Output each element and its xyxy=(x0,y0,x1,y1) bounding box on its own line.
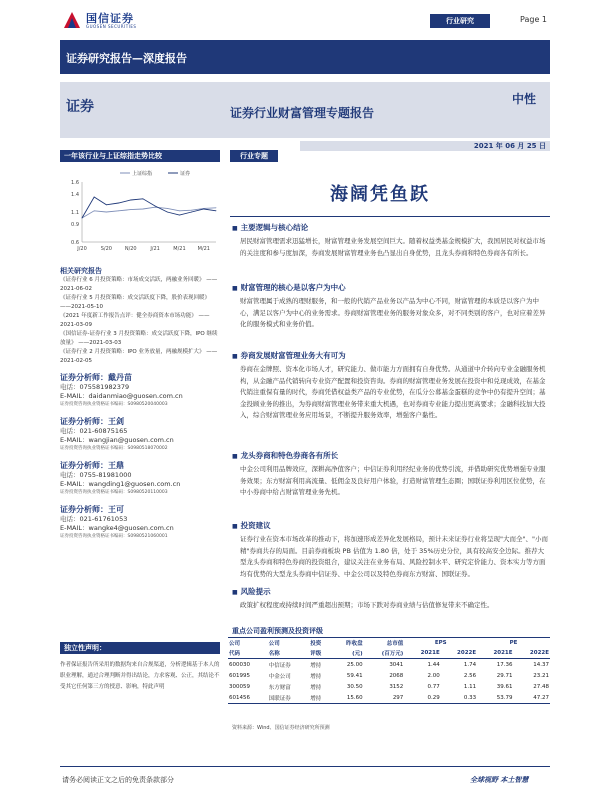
key-point xyxy=(232,450,550,499)
cell: 53.79 xyxy=(477,692,513,704)
table-header-row xyxy=(228,648,550,659)
cell: 0.29 xyxy=(404,692,440,704)
series-line xyxy=(82,197,216,218)
analyst-block xyxy=(60,460,220,496)
col-header: 公司 xyxy=(228,638,268,649)
rating-label: 中性 xyxy=(512,92,537,106)
cell: 300059 xyxy=(229,683,250,690)
forecast-table xyxy=(228,637,550,704)
divider xyxy=(230,216,550,217)
key-point xyxy=(232,282,550,331)
col-header: 名称 xyxy=(268,648,309,659)
col-header: 2021E xyxy=(477,648,513,659)
point-heading: ■ 龙头券商和特色券商各有所长 xyxy=(232,450,550,461)
trend-chart xyxy=(60,164,220,256)
col-header: EPS xyxy=(404,638,477,649)
x-tick-label: N/20 xyxy=(124,246,137,252)
analyst-block xyxy=(60,372,220,408)
cell: 0.77 xyxy=(427,683,440,690)
related-title: 相关研究报告 xyxy=(60,267,102,275)
analyst-cert: 证券投资咨询执业资格证书编码：S0980520110003 xyxy=(60,490,168,495)
cell: 1.44 xyxy=(427,661,440,668)
independence-text: 作者保证报告所采用的数据均来自合规渠道，分析逻辑基于本人的职业理解，通过合理判断并得出结论，力求客观、公正，其结论不受其它任何第三方的授意、影响，特此声明 xyxy=(60,662,220,690)
data-point xyxy=(94,197,95,198)
key-point xyxy=(232,222,550,259)
data-point xyxy=(94,210,95,211)
data-point xyxy=(130,200,131,201)
point-heading: ■ 券商发展财富管理业务大有可为 xyxy=(232,350,550,361)
col-header: 2022E xyxy=(514,648,550,659)
data-point xyxy=(106,212,107,213)
y-tick-label: 0.6 xyxy=(71,240,79,246)
cell: 1.74 xyxy=(463,661,477,668)
key-point xyxy=(232,586,550,612)
cell: 增持 xyxy=(310,684,322,691)
data-point xyxy=(203,209,204,210)
analyst-tel: 电话：021-61761053 xyxy=(60,515,128,523)
x-tick-label: J/20 xyxy=(77,246,87,252)
related-item: 《国信证券-证券行业 3 月投资策略：成交活跃度下降，IPO 继续放量》 ——2021-03-03 xyxy=(60,331,218,346)
analyst-name: 证券分析师：戴丹苗 xyxy=(60,373,132,382)
data-point xyxy=(82,218,83,219)
logo-mark-icon xyxy=(62,10,82,30)
cell: 3041 xyxy=(389,661,404,668)
cell: 3152 xyxy=(389,683,404,690)
related-reports xyxy=(60,266,220,366)
col-header: 昨收盘 xyxy=(332,638,364,649)
headline: 海阔凭鱼跃 xyxy=(330,184,430,205)
report-title: 证券行业财富管理专题报告 xyxy=(230,106,375,120)
cell: 27.48 xyxy=(533,683,549,690)
data-point xyxy=(155,206,156,207)
point-heading: ■ 财富管理的核心是以客户为中心 xyxy=(232,282,550,293)
analyst-tel: 电话：0755-81981000 xyxy=(60,471,132,479)
data-point xyxy=(191,210,192,211)
col-header: 2022E xyxy=(441,648,477,659)
logo-en-text: GUOSEN SECURITIES xyxy=(86,24,137,29)
cell: 601456 xyxy=(228,692,268,704)
cell: 东方财富 xyxy=(268,684,291,691)
cell: 25.00 xyxy=(346,661,363,668)
related-item: 《证券行业 2 月投资策略：IPO 业务放量，两融规模扩大》 ——2021-02-05 xyxy=(60,349,218,364)
analyst-tel: 电话：075581982379 xyxy=(60,383,130,391)
data-point xyxy=(118,210,119,211)
col-header: 2021E xyxy=(404,648,440,659)
col-header: (元) xyxy=(332,648,364,659)
x-tick-label: M/21 xyxy=(197,246,211,252)
key-point xyxy=(232,350,550,422)
cell: 中信证券 xyxy=(268,662,291,669)
data-point xyxy=(191,212,192,213)
point-body: 政策扩权程度或持续时间严重超出预期；市场下跌对券商业绩与估值修复带来不确定性。 xyxy=(240,601,494,609)
cell: 2068 xyxy=(389,672,404,679)
data-point xyxy=(216,207,217,208)
x-tick-label: J/21 xyxy=(150,246,160,252)
cell: 增持 xyxy=(310,673,322,680)
disclaimer-note: 请务必阅读正文之后的免责条款部分 xyxy=(62,776,174,784)
data-point xyxy=(130,209,131,210)
y-tick-label: 1.1 xyxy=(71,210,79,216)
footer-slogan: 全球视野 本土智慧 xyxy=(470,776,529,784)
chart-heading: 一年该行业与上证综指走势比较 xyxy=(60,150,220,162)
footer-divider xyxy=(60,766,550,767)
analyst-email: E-MAIL：wangke4@guosen.com.cn xyxy=(60,524,174,532)
series-line xyxy=(82,207,216,218)
table-row xyxy=(228,659,550,671)
cell: 增持 xyxy=(310,662,322,669)
cell: 1.11 xyxy=(463,683,477,690)
cell: 增持 xyxy=(309,692,331,704)
analyst-cert: 证券投资咨询执业资格证书编码：S0980518070002 xyxy=(60,446,168,451)
data-point xyxy=(106,204,107,205)
cell: 17.36 xyxy=(496,661,513,668)
cell: 23.21 xyxy=(533,672,549,679)
analyst-name: 证券分析师：王剑 xyxy=(60,417,124,426)
topic-tag: 行业专题 xyxy=(230,150,278,162)
x-tick-label: M/21 xyxy=(173,246,186,252)
analyst-email: E-MAIL：daidanmiao@guosen.com.cn xyxy=(60,392,183,400)
point-heading: ■ 主要逻辑与核心结论 xyxy=(232,222,550,233)
table-row xyxy=(228,670,550,681)
point-body: 财富管理属于成熟的理财服务，和一般的代销产品业务以产品为中心不同，财富管理的本质是以客户为中心，满足以客户为中心的业务需求。券商财富管理业务的服务对象众多，对不同类别的客户，也对应着差异化的服务模式和业务价值。 xyxy=(240,297,546,328)
cell: 2.00 xyxy=(427,672,440,679)
col-header: 代码 xyxy=(228,648,268,659)
cell: 297 xyxy=(364,692,405,704)
table-row xyxy=(228,692,550,704)
analyst-email: E-MAIL：wangjian@guosen.com.cn xyxy=(60,436,174,444)
analyst-block xyxy=(60,416,220,452)
key-point xyxy=(232,520,550,580)
analyst-cert: 证券投资咨询执业资格证书编码：S0980520040003 xyxy=(60,402,168,407)
analyst-name: 证券分析师：王鼎 xyxy=(60,461,124,470)
guosen-logo xyxy=(62,8,162,36)
col-header: 总市值 xyxy=(364,638,405,649)
industry-label: 证券 xyxy=(66,99,94,115)
cell: 0.33 xyxy=(441,692,477,704)
cell: 601995 xyxy=(229,672,250,679)
point-heading: ■ 投资建议 xyxy=(232,520,550,531)
data-point xyxy=(167,212,168,213)
report-type: 证券研究报告—深度报告 xyxy=(66,52,187,65)
cell: 59.41 xyxy=(346,672,363,679)
legend-label: 上证综指 xyxy=(132,171,153,177)
analyst-cert: 证券投资咨询执业资格证书编码：S0980521060001 xyxy=(60,534,168,539)
table-source: 资料来源：Wind、国信证券经济研究所预测 xyxy=(232,725,330,731)
y-tick-label: 1.4 xyxy=(71,192,79,198)
col-header: PE xyxy=(477,638,550,649)
report-date: 2021 年 06 月 25 日 xyxy=(473,142,546,150)
independence-heading: 独立性声明： xyxy=(60,642,220,654)
y-tick-label: 1.6 xyxy=(71,180,79,186)
point-body: 居民财富管理需求迅猛增长，财富管理业务发展空间巨大。随着权益类基金规模扩大，我国居民对权益市场的关注度和参与度加深，券商发展财富管理业务也凸显出自身优势，且龙头券商和特色券商各有所长。 xyxy=(240,237,546,257)
cell: 47.27 xyxy=(514,692,550,704)
table-header-row xyxy=(228,638,550,649)
cell: 国联证券 xyxy=(268,692,309,704)
report-type-bar xyxy=(60,40,550,74)
point-heading: ■ 风险提示 xyxy=(232,586,550,597)
legend-label: 证券 xyxy=(180,171,191,177)
table-title: 重点公司盈利预测及投资评级 xyxy=(232,627,323,635)
analyst-block xyxy=(60,504,220,540)
cell: 中金公司 xyxy=(268,673,291,680)
col-header: 投资 xyxy=(309,638,331,649)
analyst-name: 证券分析师：王可 xyxy=(60,505,124,514)
point-body: 券商在金牌照、资本化市场人才，研究能力、做市能力方面拥有自身优势。从通道中介转向专业金融服务机构，从金融产品代销转向专业资产配置和投资咨询。券商的财富管理业务发展在投资中和兑现成效，在基金代销注重保有量的时代，券商凭借权益类产品的专业优势，在瓜分公募基金蛋糕的竞争中仍有提升空间；基金投顾业务的推出，为券商财富管理业务带来重大机遇，也对券商专业能力提出更高要求；金融科技加大投入，综合财富管理业务应用场景，不断提升服务效率，增强客户黏性。 xyxy=(240,365,546,419)
category-tag: 行业研究 xyxy=(430,14,490,28)
data-point xyxy=(118,203,119,204)
related-item: 《证券行业 5 月投资策略：成交活跃度下降，股价表现回暖》 ——2021-05-10 xyxy=(60,295,210,310)
data-point xyxy=(179,215,180,216)
data-point xyxy=(143,209,144,210)
cell: 29.71 xyxy=(496,672,513,679)
point-body: 证券行业在资本市场改革的推动下，将加速形成差异化发展格局，预计未来证券行业将呈现"大而全"、"小而精"券商共存的局面。目前券商板块 PB 估值为 1.80 倍，处于 35%历史分位，具有较高安全边际。推荐大型龙头券商和特色券商的投资组合，建议关注在业务布局、风险控制水平、研究定价能力、资本实力等方面均有优势的大型龙头券商中信证券、中金公司以及特色券商东方财富、国联证券。 xyxy=(240,535,548,578)
col-header: 评级 xyxy=(309,648,331,659)
y-tick-label: 0.9 xyxy=(71,222,79,228)
point-body: 中金公司利用品牌效应，深耕高净值客户；中信证券利用经纪业务的优势引流，并借助研究优势增强专业服务效果；东方财富利用高流量、低佣金及良好用户体验，打造财富管理生态圈；国联证券利用区位优势，在中小券商中给占财富管理业务先机。 xyxy=(240,465,546,496)
cell: 2.56 xyxy=(463,672,477,679)
related-item: 《2021 年度新工作报告点评：健全券商资本市场功能》 ——2021-03-09 xyxy=(60,313,210,328)
logo-cn-text: 国信证券 xyxy=(86,12,134,25)
col-header: 公司 xyxy=(268,638,309,649)
page-number: Page 1 xyxy=(520,15,547,24)
col-header: (百万元) xyxy=(364,648,405,659)
analyst-email: E-MAIL：wangding1@guosen.com.cn xyxy=(60,480,181,488)
data-point xyxy=(179,210,180,211)
data-point xyxy=(155,207,156,208)
cell: 600030 xyxy=(229,661,250,668)
data-point xyxy=(143,198,144,199)
cell: 14.37 xyxy=(533,661,549,668)
x-tick-label: S/20 xyxy=(100,246,112,252)
cell: 39.61 xyxy=(496,683,513,690)
related-item: 《证券行业 6 月投资策略：市场成交活跃，两融业务回暖》 ——2021-06-02 xyxy=(60,277,218,292)
table-row xyxy=(228,681,550,692)
date-bar xyxy=(300,141,550,151)
data-point xyxy=(167,208,168,209)
data-point xyxy=(216,210,217,211)
analyst-tel: 电话：021-60875165 xyxy=(60,427,128,435)
cell: 30.50 xyxy=(346,683,363,690)
cell: 15.60 xyxy=(332,692,364,704)
